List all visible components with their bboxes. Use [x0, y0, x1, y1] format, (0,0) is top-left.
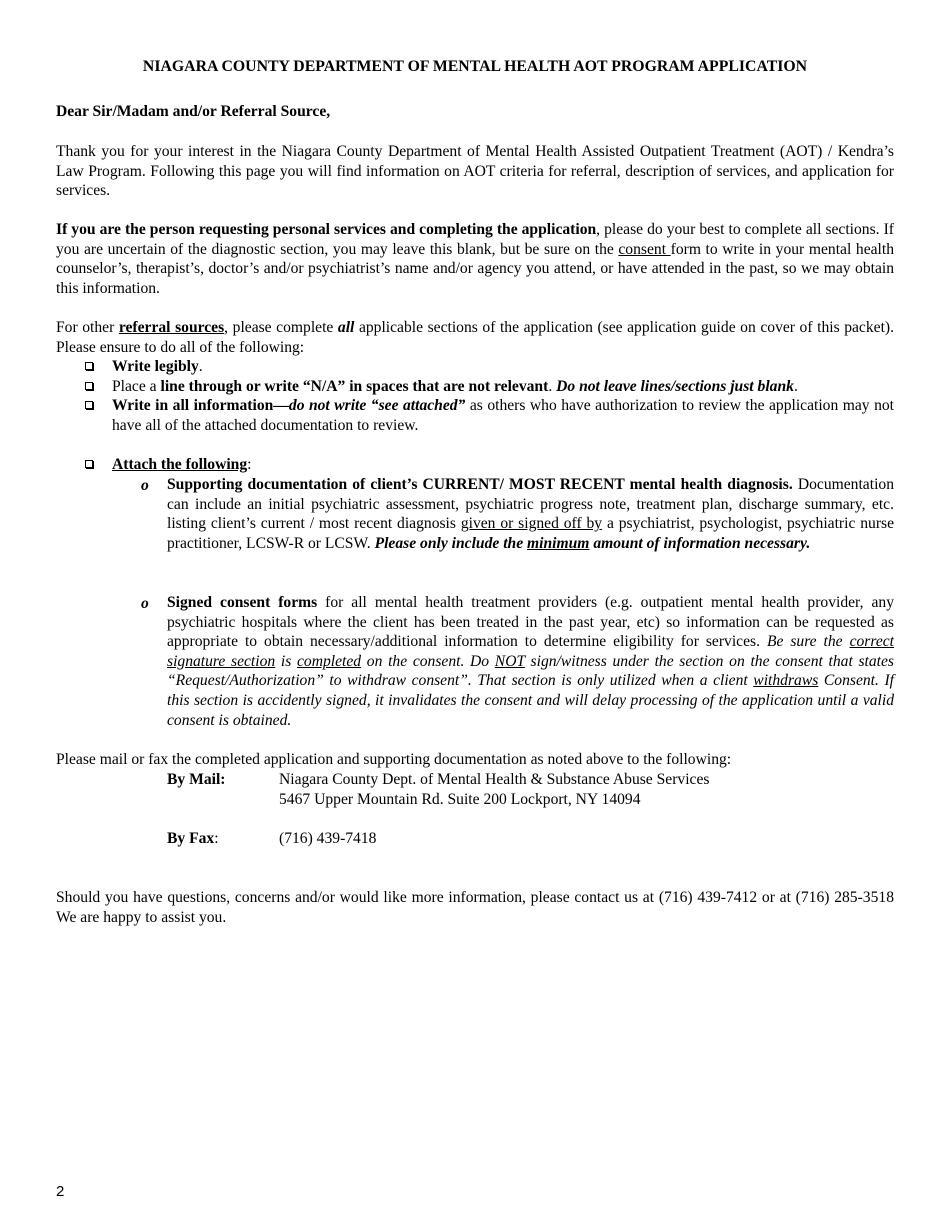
checkbox-bullet-icon	[85, 460, 93, 468]
attach-list	[56, 455, 894, 475]
list-item: Place a line through or write “N/A” in spaces that are not relevant. Do not leave lines/sections just blank.	[56, 377, 894, 397]
all-term: all	[337, 319, 355, 336]
list-item: Write legibly.	[56, 357, 894, 377]
checkbox-bullet-icon	[85, 401, 93, 409]
circle-bullet-icon: o	[141, 595, 149, 612]
referral-paragraph: For other referral sources, please complete all applicable sections of the application (see application guide on cover of this packet). Please ensure to do all of the following:	[56, 319, 894, 356]
intro-paragraph: Thank you for your interest in the Niagara County Department of Mental Health Assisted Outpatient Treatment (AOT) / Kendra’s Law Program. Following this page you will find information on AOT criteria for referral, description of services, and application for services.	[56, 143, 894, 200]
mail-label: By Mail:	[167, 771, 226, 788]
self-applicant-lead: If you are the person requesting personal services and completing the application	[56, 221, 597, 238]
salutation: Dear Sir/Madam and/or Referral Source,	[56, 103, 331, 120]
mail-address: By Mail: Niagara County Dept. of Mental Health & Substance Abuse Services 5467 Upper Mountain Rd. Suite 200 Lockport, NY 14094	[167, 771, 710, 808]
self-applicant-paragraph: If you are the person requesting personal services and completing the application, please do your best to complete all sections. If you are uncertain of the diagnostic section, you may leave this blank, but be sure on the consent form to write in your mental health counselor’s, therapist’s, doctor’s and/or psychiatrist’s name and/or agency you attend, or have attended in the past, so we may obtain this information.	[56, 221, 894, 297]
mail-intro: Please mail or fax the completed application and supporting documentation as noted above to the following:	[56, 751, 732, 768]
checkbox-bullet-icon	[85, 362, 93, 370]
document-title: NIAGARA COUNTY DEPARTMENT OF MENTAL HEALTH AOT PROGRAM APPLICATION	[142, 58, 808, 75]
list-item: Write in all information—do not write “see attached” as others who have authorization to review the application may not have all of the attached documentation to review.	[56, 396, 894, 435]
sub-item-diagnosis: o Supporting documentation of client’s CURRENT/ MOST RECENT mental health diagnosis. Documentation can include an initial psychiatric assessment, psychiatric progress note, treatment plan, discharge summary, etc. listing client’s current / most recent diagnosis given or signed off by a psychiatrist, psychologist, psychiatric nurse practitioner, LCSW-R or LCSW. Please only include the minimum amount of information necessary.	[141, 476, 894, 552]
referral-sources-term: referral sources	[118, 319, 225, 336]
circle-bullet-icon: o	[141, 477, 149, 494]
page-number: 2	[56, 1183, 65, 1200]
attach-heading: Attach the following	[112, 456, 248, 473]
consent-term: consent	[618, 240, 671, 258]
closing-paragraph: Should you have questions, concerns and/or would like more information, please contact us at (716) 439-7412 or at (716) 285-3518 We are happy to assist you.	[56, 889, 894, 926]
fax-label: By Fax	[167, 830, 215, 847]
checkbox-bullet-icon	[85, 382, 93, 390]
list-item: Attach the following:	[56, 455, 894, 475]
instructions-list	[56, 357, 894, 435]
sub-item-consent: o Signed consent forms for all mental health treatment providers (e.g. outpatient mental health provider, any psychiatric hospitals where the client has been treated in the past year, etc) so information can be requested as appropriate to obtain necessary/additional information to determine eligibility for services. Be sure the correct signature section is completed on the consent. Do NOT sign/witness under the section on the consent that states “Request/Authorization” to withdraw consent”. That section is only utilized when a client withdraws Consent. If this section is accidently signed, it invalidates the consent and will delay processing of the application until a valid consent is obtained.	[141, 594, 895, 729]
fax-number: (716) 439-7418	[279, 830, 377, 847]
fax-info: By Fax: (716) 439-7418	[167, 830, 377, 847]
